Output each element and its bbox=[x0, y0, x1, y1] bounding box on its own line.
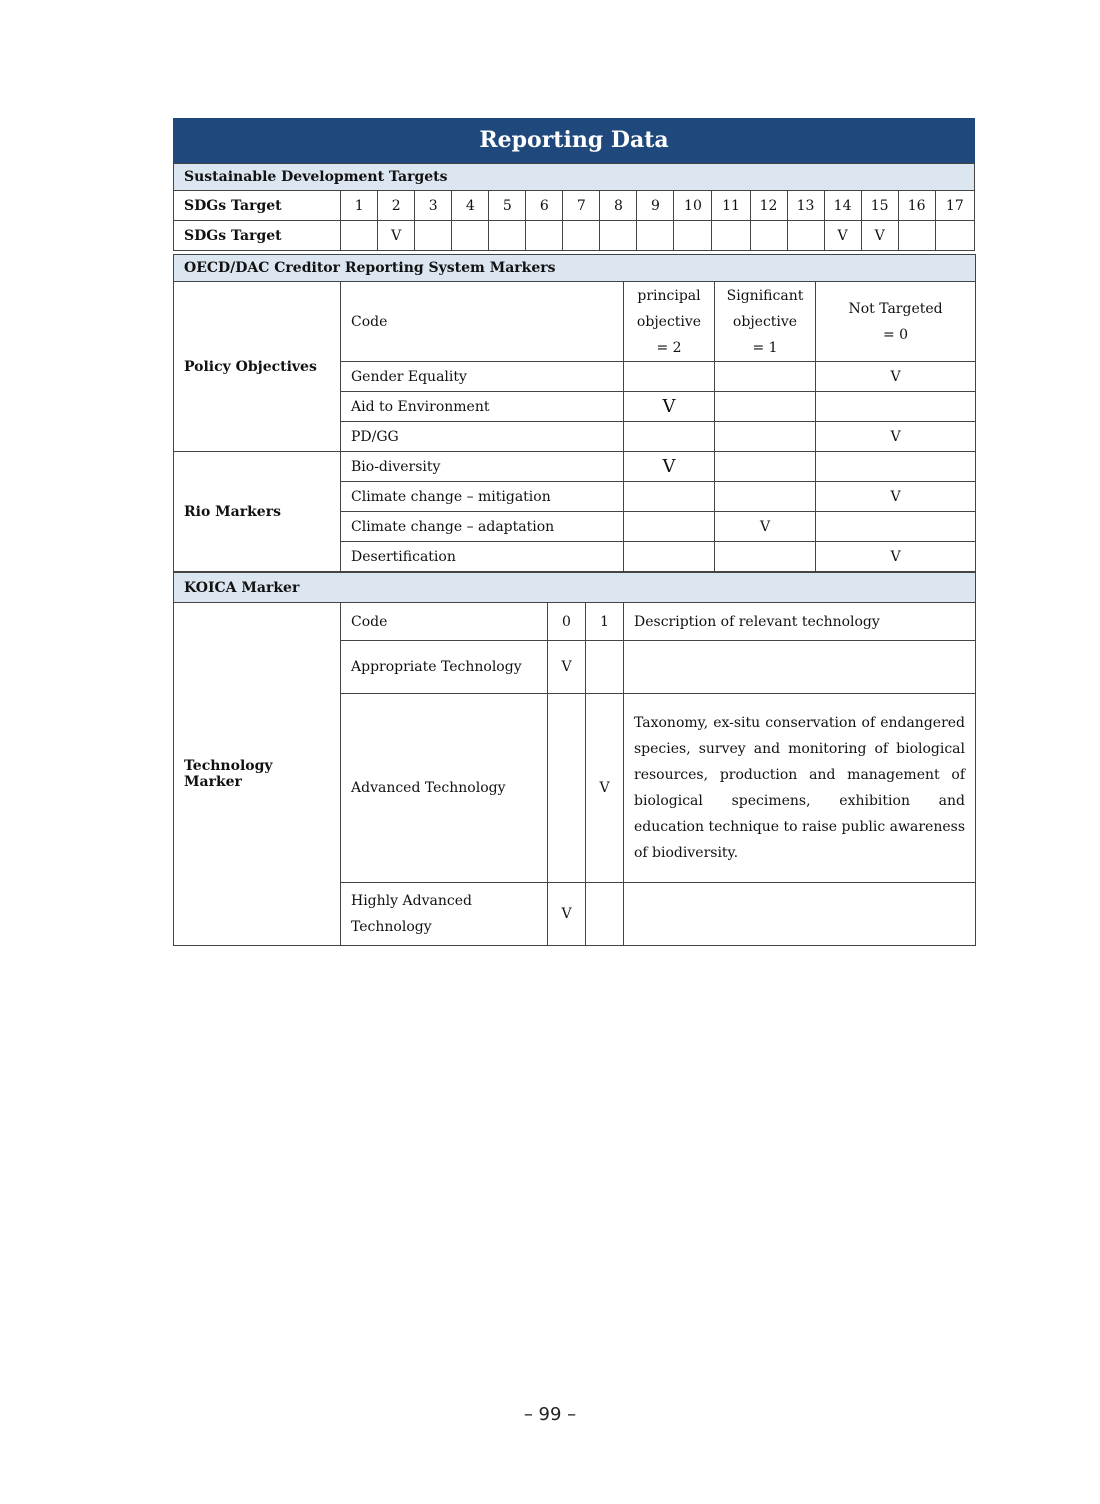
principal-mark: V bbox=[624, 452, 715, 482]
rio-row-name: Bio-diversity bbox=[341, 452, 624, 482]
sdg-table bbox=[173, 163, 975, 251]
technology-name: Highly Advanced Technology bbox=[341, 883, 548, 946]
principal-objective-header bbox=[624, 282, 715, 362]
header-line: = 0 bbox=[882, 326, 909, 343]
rio-markers-label: Rio Markers bbox=[174, 452, 341, 572]
description-header: Description of relevant technology bbox=[624, 603, 976, 641]
sdg-row-label: SDGs Target bbox=[174, 221, 341, 251]
report-title: Reporting Data bbox=[173, 118, 975, 163]
sdg-mark-cell bbox=[898, 221, 935, 251]
header-line: objective bbox=[732, 313, 798, 330]
page-number: – 99 – bbox=[523, 1404, 577, 1425]
crs-section-header: OECD/DAC Creditor Reporting System Markers bbox=[174, 255, 976, 282]
sdg-number-cell: 1 bbox=[341, 191, 378, 221]
not-targeted-header bbox=[816, 282, 976, 362]
sdg-mark-cell bbox=[674, 221, 712, 251]
koica-section-header: KOICA Marker bbox=[174, 573, 976, 603]
sdg-mark-cell bbox=[415, 221, 452, 251]
sdg-mark-cell bbox=[563, 221, 600, 251]
sdg-number-cell: 4 bbox=[452, 191, 489, 221]
sdg-mark-cell: V bbox=[861, 221, 898, 251]
rio-row-name: Desertification bbox=[341, 542, 624, 572]
koica-table bbox=[173, 572, 976, 946]
header-line: objective bbox=[636, 313, 702, 330]
not-targeted-mark: V bbox=[816, 362, 976, 392]
header-line: = 1 bbox=[752, 339, 778, 356]
not-targeted-mark: V bbox=[816, 542, 976, 572]
sdg-mark-cell bbox=[750, 221, 787, 251]
header-line: Not Targeted bbox=[848, 300, 943, 317]
significant-objective-header bbox=[715, 282, 816, 362]
sdg-mark-cell bbox=[452, 221, 489, 251]
technology-name: Advanced Technology bbox=[341, 694, 548, 883]
rio-row-name: Climate change – adaptation bbox=[341, 512, 624, 542]
mark-1: V bbox=[586, 694, 624, 883]
mark-1 bbox=[586, 641, 624, 694]
principal-mark bbox=[624, 482, 715, 512]
policy-row-name: PD/GG bbox=[341, 422, 624, 452]
sdg-number-cell: 10 bbox=[674, 191, 712, 221]
sdg-number-cell: 16 bbox=[898, 191, 935, 221]
principal-mark bbox=[624, 512, 715, 542]
sdg-mark-cell bbox=[935, 221, 974, 251]
crs-code-label: Code bbox=[341, 282, 624, 362]
not-targeted-mark bbox=[816, 452, 976, 482]
sdg-number-cell: 11 bbox=[712, 191, 750, 221]
principal-mark bbox=[624, 422, 715, 452]
header-line: Significant bbox=[726, 287, 804, 304]
sdg-mark-cell: V bbox=[824, 221, 861, 251]
sdg-number-cell: 9 bbox=[637, 191, 674, 221]
technology-description bbox=[624, 641, 976, 694]
significant-mark bbox=[715, 392, 816, 422]
principal-mark bbox=[624, 542, 715, 572]
sdg-number-cell: 15 bbox=[861, 191, 898, 221]
sdg-number-row bbox=[174, 191, 975, 221]
significant-mark bbox=[715, 422, 816, 452]
header-line: = 2 bbox=[656, 339, 682, 356]
sdg-number-cell: 12 bbox=[750, 191, 787, 221]
not-targeted-mark: V bbox=[816, 422, 976, 452]
significant-mark bbox=[715, 542, 816, 572]
sdg-mark-cell bbox=[526, 221, 563, 251]
sdg-number-cell: 13 bbox=[787, 191, 824, 221]
header-line: principal bbox=[637, 287, 701, 304]
sdg-mark-row bbox=[174, 221, 975, 251]
sdg-number-cell: 7 bbox=[563, 191, 600, 221]
policy-row-name: Aid to Environment bbox=[341, 392, 624, 422]
not-targeted-mark bbox=[816, 392, 976, 422]
technology-description bbox=[624, 883, 976, 946]
koica-col-0-header: 0 bbox=[548, 603, 586, 641]
policy-objectives-label: Policy Objectives bbox=[174, 282, 341, 452]
sdg-number-cell: 17 bbox=[935, 191, 974, 221]
sdg-mark-cell: V bbox=[378, 221, 415, 251]
koica-code-label: Code bbox=[341, 603, 548, 641]
sdg-number-cell: 5 bbox=[489, 191, 526, 221]
principal-mark bbox=[624, 362, 715, 392]
significant-mark: V bbox=[715, 512, 816, 542]
significant-mark bbox=[715, 452, 816, 482]
sdg-number-cell: 8 bbox=[600, 191, 637, 221]
mark-0: V bbox=[548, 641, 586, 694]
not-targeted-mark bbox=[816, 512, 976, 542]
sdg-mark-cell bbox=[341, 221, 378, 251]
rio-row-name: Climate change – mitigation bbox=[341, 482, 624, 512]
not-targeted-mark: V bbox=[816, 482, 976, 512]
mark-0 bbox=[548, 694, 586, 883]
sdg-mark-cell bbox=[787, 221, 824, 251]
rio-row bbox=[174, 452, 976, 482]
sdg-number-cell: 6 bbox=[526, 191, 563, 221]
koica-col-1-header: 1 bbox=[586, 603, 624, 641]
policy-row-name: Gender Equality bbox=[341, 362, 624, 392]
sdg-mark-cell bbox=[637, 221, 674, 251]
technology-name: Appropriate Technology bbox=[341, 641, 548, 694]
sdg-mark-cell bbox=[489, 221, 526, 251]
sdg-row-label: SDGs Target bbox=[174, 191, 341, 221]
mark-1 bbox=[586, 883, 624, 946]
sdg-mark-cell bbox=[712, 221, 750, 251]
technology-description: Taxonomy, ex-situ conservation of endangered species, survey and monitoring of biological resources, production and management of biological specimens, exhibition and education technique to raise public awareness of biodiversity. bbox=[624, 694, 976, 883]
sdg-number-cell: 3 bbox=[415, 191, 452, 221]
significant-mark bbox=[715, 362, 816, 392]
principal-mark: V bbox=[624, 392, 715, 422]
sdg-number-cell: 14 bbox=[824, 191, 861, 221]
mark-0: V bbox=[548, 883, 586, 946]
sdg-number-cell: 2 bbox=[378, 191, 415, 221]
technology-marker-label: Technology Marker bbox=[174, 603, 341, 946]
sdg-section-header: Sustainable Development Targets bbox=[174, 164, 975, 191]
crs-table bbox=[173, 254, 976, 572]
significant-mark bbox=[715, 482, 816, 512]
sdg-mark-cell bbox=[600, 221, 637, 251]
